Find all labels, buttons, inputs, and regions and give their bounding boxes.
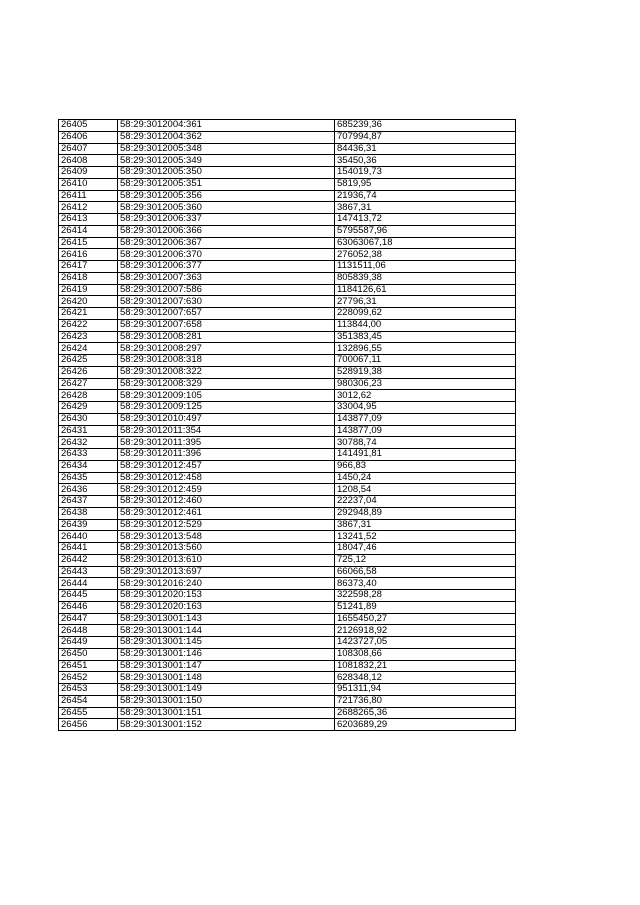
- cadastral-number-cell: 58:29:3012012:460: [118, 496, 335, 508]
- cadastral-number-cell: 58:29:3013001:150: [118, 695, 335, 707]
- row-number-cell: 26437: [59, 496, 118, 508]
- table-row: [59, 543, 516, 555]
- cadastral-number-cell: 58:29:3012008:322: [118, 366, 335, 378]
- row-number-cell: 26443: [59, 566, 118, 578]
- table-row: [59, 178, 516, 190]
- value-cell: 143877,09: [335, 413, 516, 425]
- row-number-cell: 26427: [59, 378, 118, 390]
- row-number-cell: 26450: [59, 648, 118, 660]
- value-cell: 5819,95: [335, 178, 516, 190]
- cadastral-number-cell: 58:29:3012006:337: [118, 214, 335, 226]
- value-cell: 276052,38: [335, 249, 516, 261]
- row-number-cell: 26448: [59, 625, 118, 637]
- cadastral-number-cell: 58:29:3012007:657: [118, 308, 335, 320]
- value-cell: 13241,52: [335, 531, 516, 543]
- value-cell: 66066,58: [335, 566, 516, 578]
- row-number-cell: 26433: [59, 449, 118, 461]
- row-number-cell: 26439: [59, 519, 118, 531]
- table-row: [59, 684, 516, 696]
- row-number-cell: 26410: [59, 178, 118, 190]
- table-row: [59, 249, 516, 261]
- cadastral-number-cell: 58:29:3012013:560: [118, 543, 335, 555]
- value-cell: 21936,74: [335, 190, 516, 202]
- table-body: [59, 120, 516, 731]
- table-row: [59, 120, 516, 132]
- cadastral-number-cell: 58:29:3012008:318: [118, 355, 335, 367]
- value-cell: 1450,24: [335, 472, 516, 484]
- row-number-cell: 26441: [59, 543, 118, 555]
- value-cell: 685239,36: [335, 120, 516, 132]
- value-cell: 51241,89: [335, 601, 516, 613]
- cadastral-number-cell: 58:29:3012005:348: [118, 143, 335, 155]
- value-cell: 528919,38: [335, 366, 516, 378]
- cadastral-number-cell: 58:29:3012004:361: [118, 120, 335, 132]
- value-cell: 147413,72: [335, 214, 516, 226]
- row-number-cell: 26420: [59, 296, 118, 308]
- table-row: [59, 531, 516, 543]
- cadastral-number-cell: 58:29:3012008:281: [118, 331, 335, 343]
- cadastral-number-cell: 58:29:3012020:153: [118, 590, 335, 602]
- table-row: [59, 225, 516, 237]
- cadastral-number-cell: 58:29:3012011:396: [118, 449, 335, 461]
- cadastral-number-cell: 58:29:3012009:125: [118, 402, 335, 414]
- value-cell: 27796,31: [335, 296, 516, 308]
- row-number-cell: 26419: [59, 284, 118, 296]
- cadastral-number-cell: 58:29:3012004:362: [118, 131, 335, 143]
- value-cell: 228099,62: [335, 308, 516, 320]
- cadastral-number-cell: 58:29:3012012:458: [118, 472, 335, 484]
- value-cell: 108308,66: [335, 648, 516, 660]
- table-row: [59, 319, 516, 331]
- value-cell: 86373,40: [335, 578, 516, 590]
- cadastral-number-cell: 58:29:3013001:145: [118, 637, 335, 649]
- value-cell: 721736,80: [335, 695, 516, 707]
- table-row: [59, 707, 516, 719]
- table-row: [59, 648, 516, 660]
- table-row: [59, 460, 516, 472]
- row-number-cell: 26413: [59, 214, 118, 226]
- cadastral-number-cell: 58:29:3013001:149: [118, 684, 335, 696]
- cadastral-number-cell: 58:29:3012012:459: [118, 484, 335, 496]
- cadastral-number-cell: 58:29:3012011:395: [118, 437, 335, 449]
- cadastral-number-cell: 58:29:3013001:146: [118, 648, 335, 660]
- value-cell: 33004,95: [335, 402, 516, 414]
- value-cell: 2688265,36: [335, 707, 516, 719]
- table-row: [59, 554, 516, 566]
- row-number-cell: 26438: [59, 507, 118, 519]
- value-cell: 700067,11: [335, 355, 516, 367]
- table-row: [59, 155, 516, 167]
- table-row: [59, 590, 516, 602]
- cadastral-number-cell: 58:29:3013001:143: [118, 613, 335, 625]
- value-cell: 18047,46: [335, 543, 516, 555]
- table-row: [59, 472, 516, 484]
- table-row: [59, 390, 516, 402]
- table-row: [59, 519, 516, 531]
- cadastral-number-cell: 58:29:3012008:329: [118, 378, 335, 390]
- table-row: [59, 214, 516, 226]
- cadastral-number-cell: 58:29:3012012:461: [118, 507, 335, 519]
- row-number-cell: 26426: [59, 366, 118, 378]
- table-row: [59, 261, 516, 273]
- table-row: [59, 331, 516, 343]
- row-number-cell: 26414: [59, 225, 118, 237]
- table-row: [59, 672, 516, 684]
- cadastral-number-cell: 58:29:3012012:457: [118, 460, 335, 472]
- row-number-cell: 26409: [59, 167, 118, 179]
- table-row: [59, 131, 516, 143]
- row-number-cell: 26428: [59, 390, 118, 402]
- value-cell: 6203689,29: [335, 719, 516, 731]
- table-row: [59, 496, 516, 508]
- cadastral-number-cell: 58:29:3012013:610: [118, 554, 335, 566]
- row-number-cell: 26449: [59, 637, 118, 649]
- row-number-cell: 26451: [59, 660, 118, 672]
- cadastral-number-cell: 58:29:3013001:152: [118, 719, 335, 731]
- value-cell: 980306,23: [335, 378, 516, 390]
- cadastral-number-cell: 58:29:3013001:147: [118, 660, 335, 672]
- row-number-cell: 26432: [59, 437, 118, 449]
- table-row: [59, 625, 516, 637]
- cadastral-number-cell: 58:29:3012008:297: [118, 343, 335, 355]
- row-number-cell: 26446: [59, 601, 118, 613]
- row-number-cell: 26424: [59, 343, 118, 355]
- value-cell: 1081832,21: [335, 660, 516, 672]
- table-row: [59, 413, 516, 425]
- cadastral-number-cell: 58:29:3012016:240: [118, 578, 335, 590]
- cadastral-number-cell: 58:29:3012007:630: [118, 296, 335, 308]
- table-row: [59, 343, 516, 355]
- table-row: [59, 601, 516, 613]
- row-number-cell: 26412: [59, 202, 118, 214]
- row-number-cell: 26455: [59, 707, 118, 719]
- value-cell: 351383,45: [335, 331, 516, 343]
- cadastral-number-cell: 58:29:3012010:497: [118, 413, 335, 425]
- row-number-cell: 26406: [59, 131, 118, 143]
- row-number-cell: 26415: [59, 237, 118, 249]
- cadastral-number-cell: 58:29:3012007:586: [118, 284, 335, 296]
- row-number-cell: 26411: [59, 190, 118, 202]
- row-number-cell: 26408: [59, 155, 118, 167]
- value-cell: 1208,54: [335, 484, 516, 496]
- value-cell: 1131511,06: [335, 261, 516, 273]
- value-cell: 3867,31: [335, 202, 516, 214]
- cadastral-number-cell: 58:29:3013001:144: [118, 625, 335, 637]
- table-row: [59, 296, 516, 308]
- table-row: [59, 402, 516, 414]
- row-number-cell: 26454: [59, 695, 118, 707]
- table-row: [59, 366, 516, 378]
- cadastral-number-cell: 58:29:3012020:163: [118, 601, 335, 613]
- value-cell: 3012,62: [335, 390, 516, 402]
- value-cell: 113844,00: [335, 319, 516, 331]
- table-row: [59, 566, 516, 578]
- value-cell: 725,12: [335, 554, 516, 566]
- row-number-cell: 26405: [59, 120, 118, 132]
- value-cell: 3867,31: [335, 519, 516, 531]
- table-row: [59, 578, 516, 590]
- row-number-cell: 26429: [59, 402, 118, 414]
- table-row: [59, 449, 516, 461]
- cadastral-number-cell: 58:29:3012007:363: [118, 272, 335, 284]
- row-number-cell: 26418: [59, 272, 118, 284]
- cadastral-number-cell: 58:29:3012005:349: [118, 155, 335, 167]
- row-number-cell: 26423: [59, 331, 118, 343]
- value-cell: 2126918,92: [335, 625, 516, 637]
- row-number-cell: 26445: [59, 590, 118, 602]
- table-row: [59, 284, 516, 296]
- value-cell: 628348,12: [335, 672, 516, 684]
- value-cell: 1184126,61: [335, 284, 516, 296]
- cadastral-number-cell: 58:29:3012005:356: [118, 190, 335, 202]
- cadastral-number-cell: 58:29:3012005:351: [118, 178, 335, 190]
- table-row: [59, 425, 516, 437]
- table-row: [59, 143, 516, 155]
- row-number-cell: 26430: [59, 413, 118, 425]
- row-number-cell: 26421: [59, 308, 118, 320]
- value-cell: 966,83: [335, 460, 516, 472]
- value-cell: 5795587,96: [335, 225, 516, 237]
- row-number-cell: 26431: [59, 425, 118, 437]
- cadastral-number-cell: 58:29:3012006:366: [118, 225, 335, 237]
- table-row: [59, 272, 516, 284]
- cadastral-number-cell: 58:29:3012005:360: [118, 202, 335, 214]
- cadastral-number-cell: 58:29:3012006:370: [118, 249, 335, 261]
- cadastral-value-table: [58, 119, 516, 731]
- table-row: [59, 437, 516, 449]
- cadastral-number-cell: 58:29:3012013:697: [118, 566, 335, 578]
- value-cell: 951311,94: [335, 684, 516, 696]
- row-number-cell: 26417: [59, 261, 118, 273]
- value-cell: 707994,87: [335, 131, 516, 143]
- table-row: [59, 190, 516, 202]
- cadastral-number-cell: 58:29:3012009:105: [118, 390, 335, 402]
- value-cell: 84436,31: [335, 143, 516, 155]
- value-cell: 1423727,05: [335, 637, 516, 649]
- row-number-cell: 26435: [59, 472, 118, 484]
- value-cell: 292948,89: [335, 507, 516, 519]
- value-cell: 132896,55: [335, 343, 516, 355]
- cadastral-number-cell: 58:29:3012012:529: [118, 519, 335, 531]
- value-cell: 322598,28: [335, 590, 516, 602]
- row-number-cell: 26416: [59, 249, 118, 261]
- row-number-cell: 26425: [59, 355, 118, 367]
- cadastral-number-cell: 58:29:3012007:658: [118, 319, 335, 331]
- value-cell: 143877,09: [335, 425, 516, 437]
- table-row: [59, 637, 516, 649]
- table-row: [59, 167, 516, 179]
- cadastral-number-cell: 58:29:3012005:350: [118, 167, 335, 179]
- value-cell: 35450,36: [335, 155, 516, 167]
- table-row: [59, 507, 516, 519]
- table-row: [59, 237, 516, 249]
- table-row: [59, 719, 516, 731]
- value-cell: 30788,74: [335, 437, 516, 449]
- row-number-cell: 26440: [59, 531, 118, 543]
- row-number-cell: 26422: [59, 319, 118, 331]
- row-number-cell: 26447: [59, 613, 118, 625]
- value-cell: 141491,81: [335, 449, 516, 461]
- value-cell: 63063067,18: [335, 237, 516, 249]
- row-number-cell: 26444: [59, 578, 118, 590]
- table-row: [59, 484, 516, 496]
- cadastral-number-cell: 58:29:3012011:354: [118, 425, 335, 437]
- value-cell: 22237,04: [335, 496, 516, 508]
- row-number-cell: 26407: [59, 143, 118, 155]
- cadastral-number-cell: 58:29:3012013:548: [118, 531, 335, 543]
- table-row: [59, 695, 516, 707]
- cadastral-number-cell: 58:29:3013001:148: [118, 672, 335, 684]
- row-number-cell: 26452: [59, 672, 118, 684]
- value-cell: 805839,38: [335, 272, 516, 284]
- value-cell: 1655450,27: [335, 613, 516, 625]
- row-number-cell: 26453: [59, 684, 118, 696]
- table-row: [59, 202, 516, 214]
- table-row: [59, 308, 516, 320]
- cadastral-number-cell: 58:29:3012006:367: [118, 237, 335, 249]
- row-number-cell: 26456: [59, 719, 118, 731]
- cadastral-number-cell: 58:29:3012006:377: [118, 261, 335, 273]
- row-number-cell: 26434: [59, 460, 118, 472]
- cadastral-number-cell: 58:29:3013001:151: [118, 707, 335, 719]
- row-number-cell: 26436: [59, 484, 118, 496]
- value-cell: 154019,73: [335, 167, 516, 179]
- table-row: [59, 355, 516, 367]
- table-row: [59, 378, 516, 390]
- table-row: [59, 660, 516, 672]
- table-row: [59, 613, 516, 625]
- row-number-cell: 26442: [59, 554, 118, 566]
